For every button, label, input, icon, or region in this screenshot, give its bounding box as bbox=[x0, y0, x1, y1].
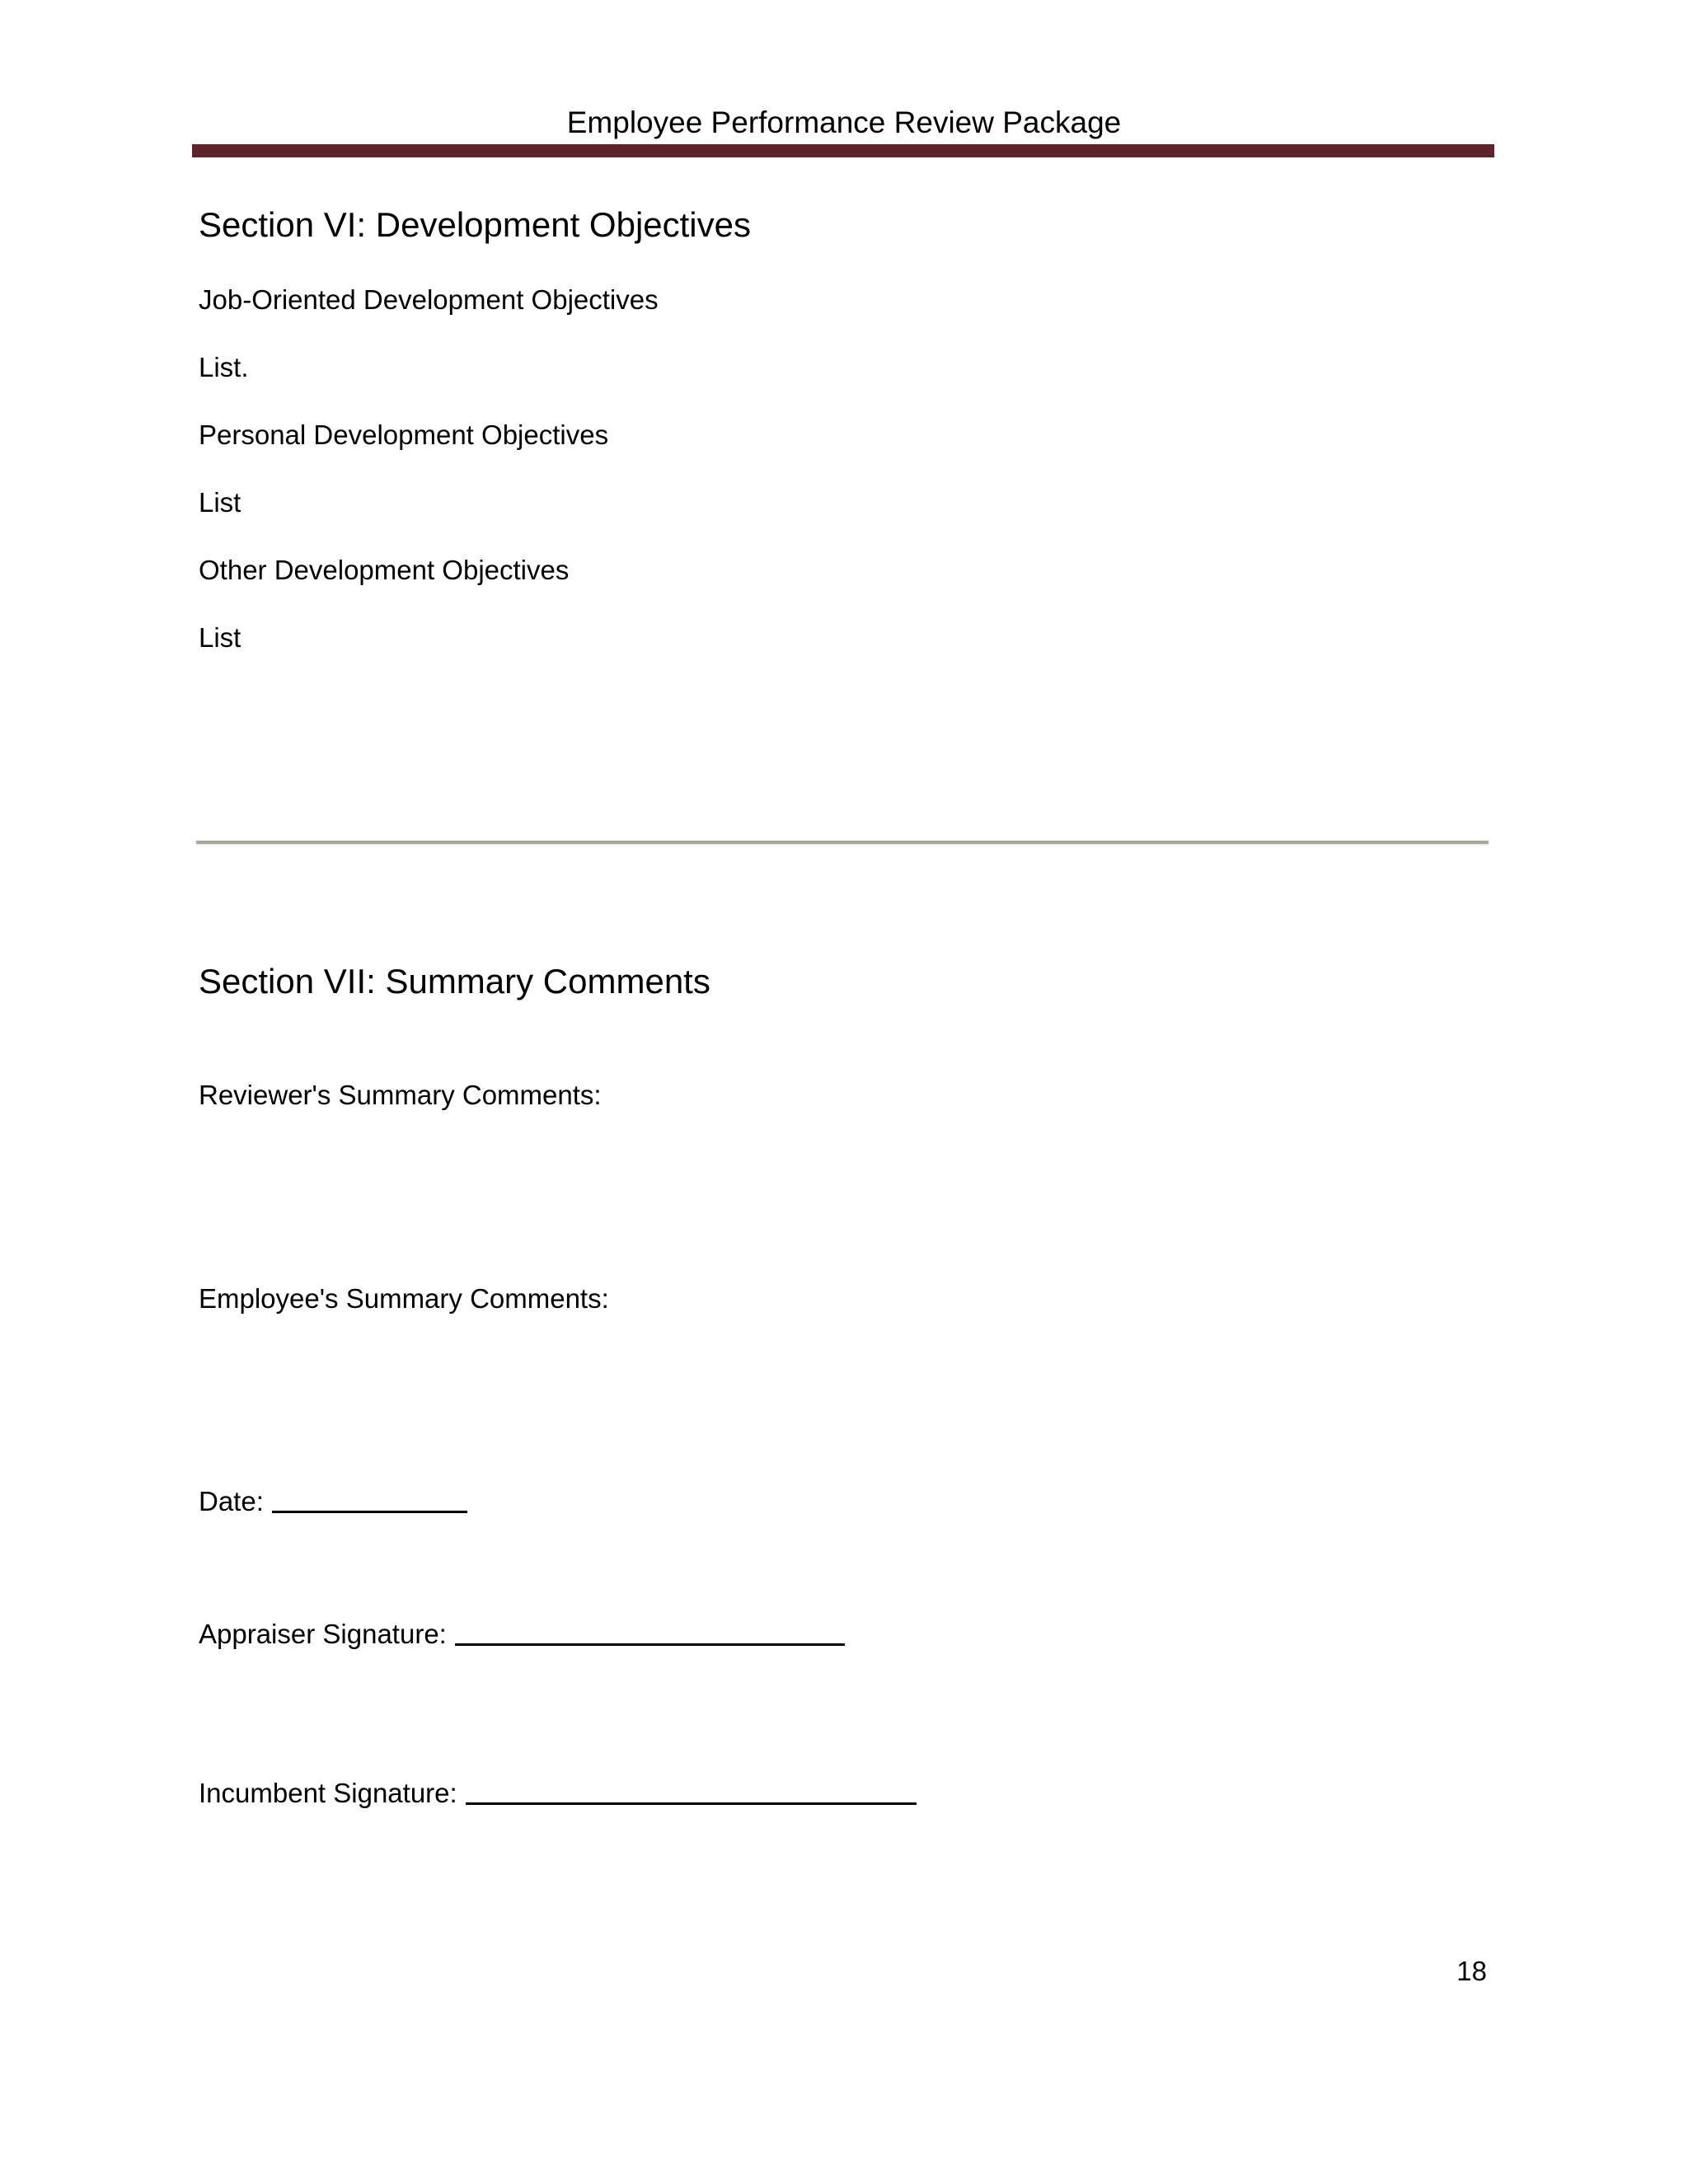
section-vi-title: Section VI: Development Objectives bbox=[199, 205, 751, 244]
other-objectives-heading: Other Development Objectives bbox=[199, 555, 570, 585]
appraiser-signature-line[interactable] bbox=[455, 1643, 845, 1646]
other-objectives-list: List bbox=[199, 622, 241, 653]
section-vii-title: Section VII: Summary Comments bbox=[199, 962, 710, 1001]
employee-comments-label: Employee's Summary Comments: bbox=[199, 1283, 609, 1314]
header-rule bbox=[192, 144, 1494, 157]
date-field-line[interactable] bbox=[272, 1510, 467, 1513]
personal-objectives-heading: Personal Development Objectives bbox=[199, 419, 609, 450]
job-oriented-objectives-list: List. bbox=[199, 352, 249, 382]
incumbent-signature-line[interactable] bbox=[466, 1802, 917, 1805]
date-label: Date: bbox=[199, 1486, 264, 1516]
job-oriented-objectives-heading: Job-Oriented Development Objectives bbox=[199, 284, 659, 315]
appraiser-signature-row bbox=[199, 1620, 845, 1647]
section-divider bbox=[196, 841, 1489, 844]
page-number: 18 bbox=[1456, 1956, 1487, 1986]
incumbent-signature-row bbox=[199, 1779, 917, 1807]
incumbent-signature-label: Incumbent Signature: bbox=[199, 1778, 457, 1808]
date-row bbox=[199, 1488, 467, 1515]
appraiser-signature-label: Appraiser Signature: bbox=[199, 1619, 447, 1649]
reviewer-comments-label: Reviewer's Summary Comments: bbox=[199, 1080, 602, 1110]
page-header-title: Employee Performance Review Package bbox=[566, 105, 1122, 139]
personal-objectives-list: List bbox=[199, 487, 241, 518]
